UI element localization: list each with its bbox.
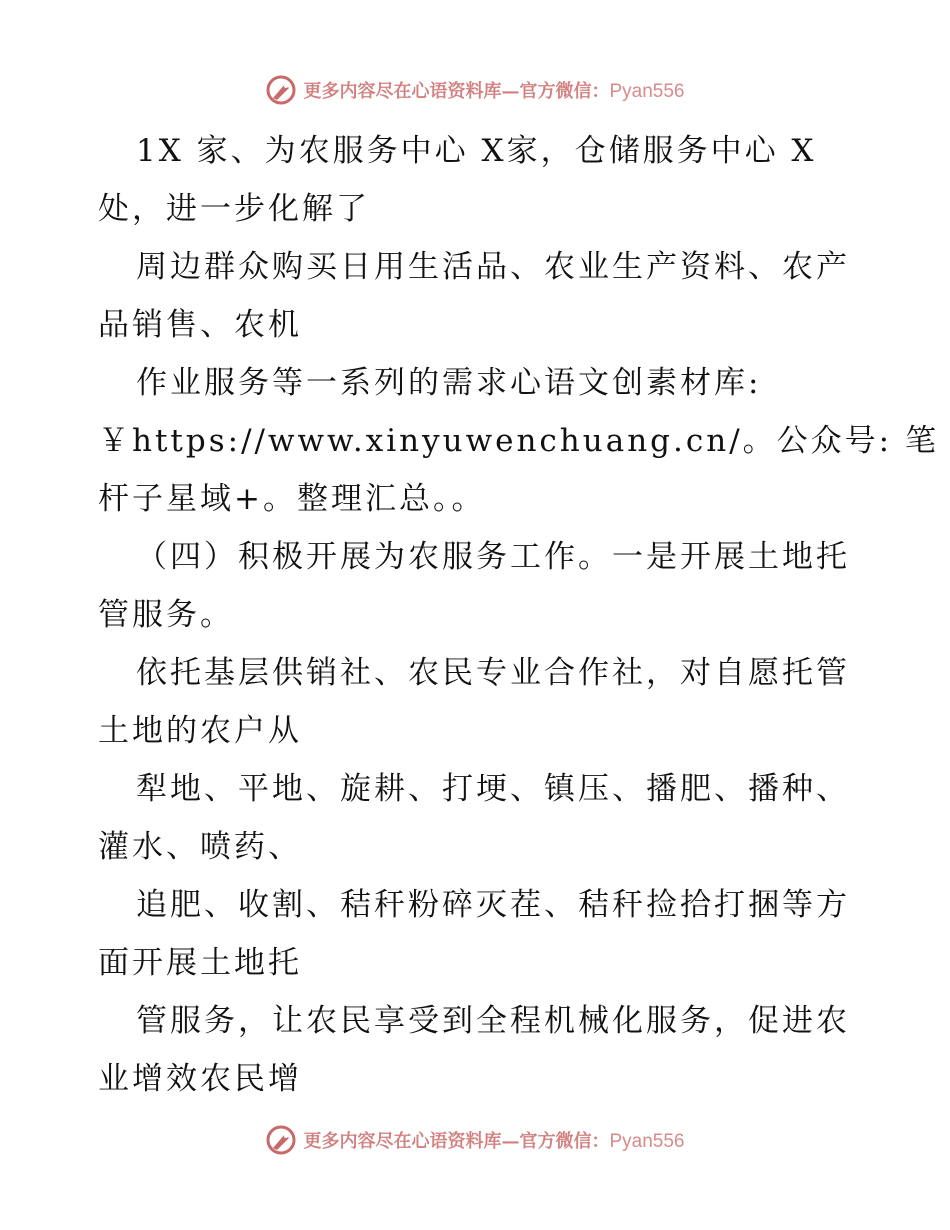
watermark-text: 更多内容尽在心语资料库—官方微信：Pyan556 <box>303 81 685 102</box>
text-line: 依托基层供销社、农民专业合作社，对自愿托管 <box>136 655 850 691</box>
text-line: 灌水、喷药、 <box>98 829 302 865</box>
text-line: 管服务。 <box>98 597 234 633</box>
footer-watermark <box>0 1120 950 1160</box>
document-body <box>98 122 939 1108</box>
header-watermark <box>0 70 950 110</box>
text-line: 业增效农民增 <box>98 1061 302 1097</box>
text-line: 犁地、平地、旋耕、打埂、镇压、播肥、播种、 <box>136 771 850 807</box>
text-line: ￥https://www.xinyuwenchuang.cn/。公众号: 笔 <box>98 423 939 459</box>
pen-nib-seal-icon <box>265 1124 297 1156</box>
text-line: （四）积极开展为农服务工作。一是开展土地托 <box>136 539 850 575</box>
text-line: 处，进一步化解了 <box>98 191 370 227</box>
text-line: 作业服务等一系列的需求心语文创素材库: <box>136 365 762 401</box>
text-line: 周边群众购买日用生活品、农业生产资料、农产 <box>136 249 850 285</box>
text-line: 管服务，让农民享受到全程机械化服务，促进农 <box>136 1003 850 1039</box>
text-line: 面开展土地托 <box>98 945 302 981</box>
text-line: 追肥、收割、秸秆粉碎灭茬、秸秆捡拾打捆等方 <box>136 887 850 923</box>
text-line: 1X 家、为农服务中心 X家，仓储服务中心 X <box>136 133 817 169</box>
watermark-text: 更多内容尽在心语资料库—官方微信：Pyan556 <box>303 1131 685 1152</box>
text-line: 杆子星域+。整理汇总。。 <box>98 481 486 517</box>
pen-nib-seal-icon <box>265 74 297 106</box>
text-line: 土地的农户从 <box>98 713 302 749</box>
text-line: 品销售、农机 <box>98 307 302 343</box>
